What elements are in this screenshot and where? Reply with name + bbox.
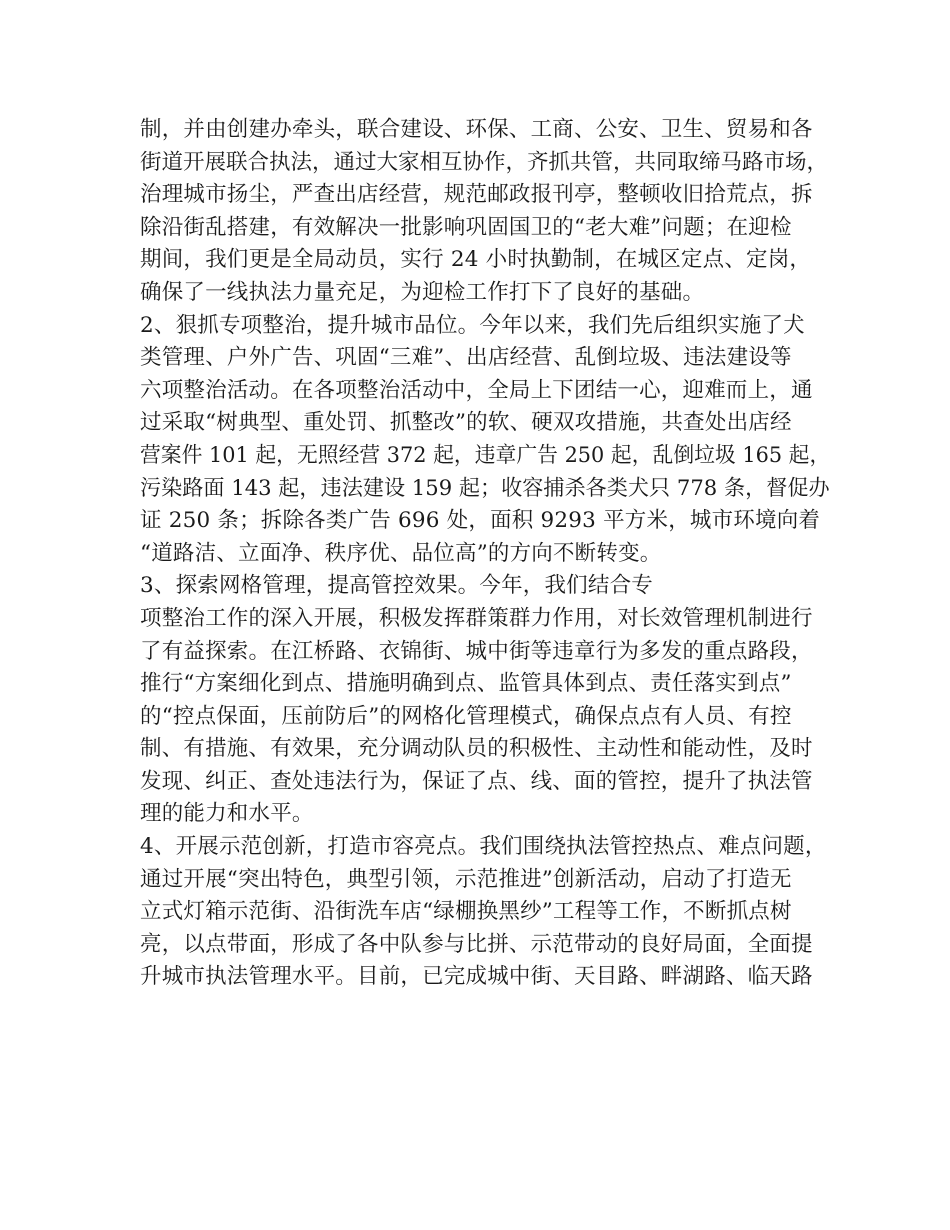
text-line: 3、探索网格管理，提高管控效果。今年，我们结合专 (140, 573, 653, 599)
text-line: 的“控点保面，压前防后”的网格化管理模式，确保点点有人员、有控 (140, 703, 792, 729)
text-line: 了有益探索。在江桥路、衣锦街、城中街等违章行为多发的重点路段， (140, 638, 813, 664)
text-line: 亮，以点带面，形成了各中队参与比拼、示范带动的良好局面，全面提 (140, 931, 813, 957)
text-line: 4、开展示范创新，打造市容亮点。我们围绕执法管控热点、难点问题， (140, 834, 827, 860)
text-line: 除沿街乱搭建，有效解决一批影响巩固国卫的“老大难”问题；在迎检 (140, 214, 792, 240)
text-line: 制、有措施、有效果，充分调动队员的积极性、主动性和能动性，及时 (140, 736, 813, 762)
text-line: 过采取“树典型、重处罚、抓整改”的软、硬双攻措施，共查处出店经 (140, 410, 792, 436)
text-line: 立式灯箱示范街、沿街洗车店“绿棚换黑纱”工程等工作，不断抓点树 (140, 899, 792, 925)
text-line: 六项整治活动。在各项整治活动中，全局上下团结一心，迎难而上，通 (140, 377, 813, 403)
text-line: 升城市执法管理水平。目前，已完成城中街、天目路、畔湖路、临天路 (140, 964, 813, 990)
text-line: 类管理、户外广告、巩固“三难”、出店经营、乱倒垃圾、违法建设等 (140, 345, 792, 371)
text-line: “道路洁、立面净、秩序优、品位高”的方向不断转变。 (140, 540, 662, 566)
text-line: 发现、纠正、查处违法行为，保证了点、线、面的管控，提升了执法管 (140, 768, 813, 794)
text-line: 治理城市扬尘，严查出店经营，规范邮政报刊亭，整顿收旧拾荒点，拆 (140, 182, 813, 208)
text-line: 制，并由创建办牵头，联合建设、环保、工商、公安、卫生、贸易和各 (140, 117, 813, 142)
text-line: 理的能力和水平。 (140, 801, 314, 827)
text-line: 街道开展联合执法，通过大家相互协作，齐抓共管，共同取缔马路市场， (140, 149, 829, 175)
text-line: 期间，我们更是全局动员，实行 24 小时执勤制，在城区定点、定岗， (140, 247, 812, 273)
text-line: 推行“方案细化到点、措施明确到点、监管具体到点、责任落实到点” (140, 671, 792, 697)
text-line: 营案件 101 起，无照经营 372 起，违章广告 250 起，乱倒垃圾 165 起， (140, 442, 831, 468)
text-line: 污染路面 143 起，违法建设 159 起；收容捕杀各类犬只 778 条，督促办 (140, 475, 830, 501)
text-line: 证 250 条；拆除各类广告 696 处，面积 9293 平方米，城市环境向着 (140, 508, 821, 534)
document-body (140, 114, 831, 994)
text-line: 2、狠抓专项整治，提升城市品位。今年以来，我们先后组织实施了犬 (140, 312, 805, 338)
text-line: 确保了一线执法力量充足，为迎检工作打下了良好的基础。 (140, 279, 705, 305)
text-line: 项整治工作的深入开展，积极发挥群策群力作用，对长效管理机制进行 (140, 605, 813, 631)
text-line: 通过开展“突出特色，典型引领，示范推进”创新活动，启动了打造无 (140, 866, 792, 892)
